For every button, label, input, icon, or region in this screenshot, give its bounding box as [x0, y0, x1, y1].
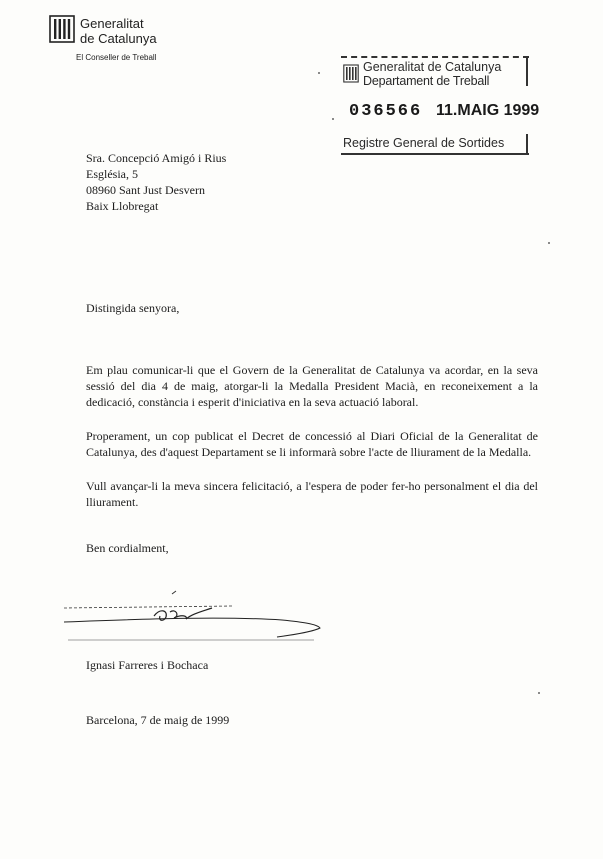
stamp-registry-number: 036566: [349, 102, 423, 121]
handwritten-signature: [62, 586, 322, 641]
stamp-right-border-lower: [526, 134, 528, 154]
letterhead-org-line1: Generalitat: [80, 16, 144, 31]
letterhead-organization: [80, 16, 157, 46]
letterhead-subtitle: El Conseller de Treball: [76, 53, 157, 62]
paragraph-1: Em plau comunicar-li que el Govern de la Generalitat de Catalunya va acordar, en la seva sessió del dia 4 de maig, atorgar-li la Medalla President Macià, en reconeixement a la dedicació, constància i esperit d'iniciativa en la seva actuació laboral.: [86, 363, 538, 409]
paragraph-2: Properament, un cop publicat el Decret de concessió al Diari Oficial de la Generalitat de Catalunya, des d'aquest Departament se li informarà sobre l'acte de lliurament de la Medalla.: [86, 429, 538, 459]
stamp-registry-label: Registre General de Sortides: [343, 136, 505, 150]
generalitat-logo-icon: [49, 14, 75, 44]
stamp-bottom-border: [341, 153, 529, 158]
salutation: Distingida senyora,: [86, 301, 180, 315]
stamp-date: 11.MAIG 1999: [436, 102, 540, 119]
stamp-logo-icon: [343, 64, 359, 83]
signer-name: Ignasi Farreres i Bochaca: [86, 658, 209, 672]
place-and-date: Barcelona, 7 de maig de 1999: [86, 713, 230, 727]
paragraph-3: Vull avançar-li la meva sincera felicitació, a l'espera de poder fer-ho personalment el dia del lliurament.: [86, 479, 538, 509]
letterhead-org-line2: de Catalunya: [80, 31, 157, 46]
scan-speck: [318, 72, 320, 74]
scan-speck: [538, 692, 540, 694]
recipient-name: Sra. Concepció Amigó i Rius: [86, 151, 227, 165]
stamp-right-border: [526, 58, 528, 86]
stamp-org-line2: Departament de Treball: [363, 74, 490, 88]
scan-speck: [332, 118, 334, 120]
closing: Ben cordialment,: [86, 541, 169, 555]
recipient-region: Baix Llobregat: [86, 199, 159, 213]
registry-stamp: [341, 56, 540, 158]
scan-speck: [548, 242, 550, 244]
recipient-address: [86, 150, 226, 214]
recipient-street: Església, 5: [86, 167, 138, 181]
recipient-city: 08960 Sant Just Desvern: [86, 183, 205, 197]
stamp-org-line1: Generalitat de Catalunya: [363, 60, 502, 74]
stamp-organization: [363, 60, 501, 88]
